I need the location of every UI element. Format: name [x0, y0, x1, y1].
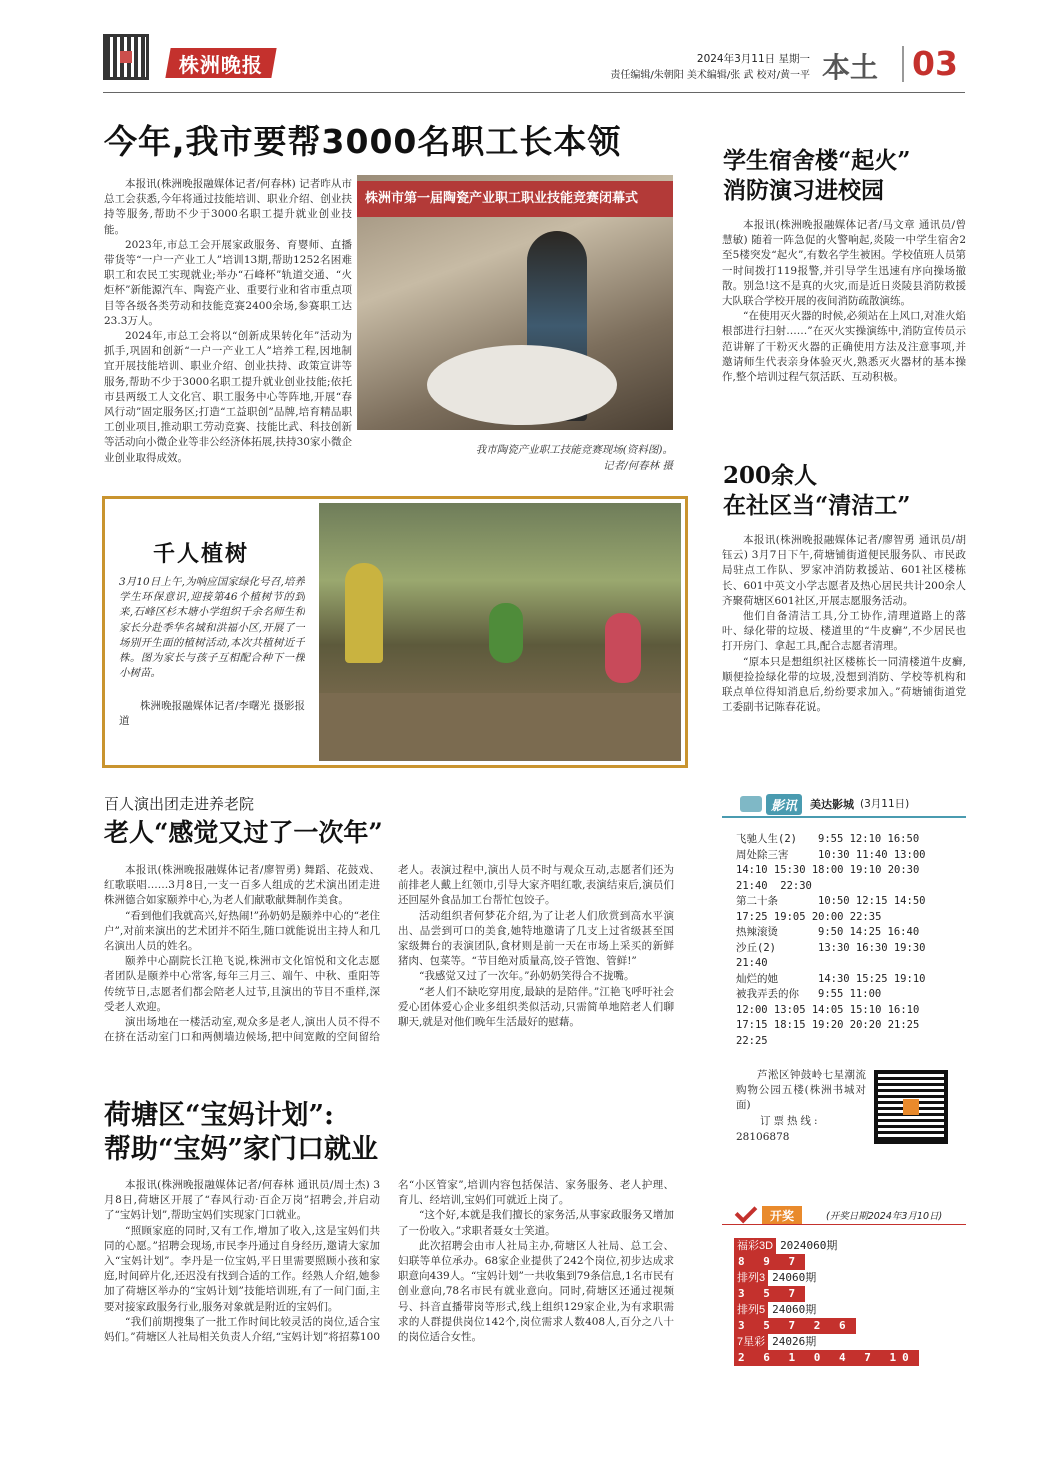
lottery-box [722, 1200, 966, 1370]
hotline-number: 28106878 [736, 1131, 790, 1143]
film-row: 灿烂的她 14:30 15:25 19:10 [736, 972, 926, 985]
film-row: 周处除三害 10:30 11:40 13:00 [736, 848, 926, 861]
film-row: 17:25 19:05 20:00 22:35 [736, 910, 882, 923]
main-paragraph: 2024年,市总工会将以“创新成果转化年”活动为抓手,巩固和创新“一户一产业工人”培养工程,因地制宜开展技能培训、职业介绍、创业扶持、政策宣讲等服务,帮助不少于3000名职工提升就业创业技能;依托市县两级工人文化宫、职工服务中心等阵地,开展“春风行动”固定服务区;打造“工益职创”品牌,培育精品职工创业项目,推动职工劳动竞赛、技能比武、科技创新等活动向小微企业等非公经济体拓展,扶持30家小微企业创业取得成效。 [104, 330, 352, 464]
moms-headline-1: 荷塘区“宝妈计划”: [104, 1100, 335, 1131]
tree-planting-box [102, 496, 688, 768]
film-row: 17:15 18:15 19:20 20:20 21:25 [736, 1019, 920, 1031]
lottery-game-row: 7星彩 24026期 [734, 1334, 964, 1350]
section-name: 本土 [822, 51, 879, 84]
moms-headline-2: 帮助“宝妈”家门口就业 [104, 1134, 379, 1165]
check-icon [735, 1201, 758, 1224]
film-row: 21:40 22:30 [736, 879, 812, 892]
fire-headline-2: 消防演习进校园 [723, 177, 884, 204]
film-row: 21:40 [736, 957, 768, 969]
lottery-game-row: 排列5 24060期 [734, 1302, 964, 1318]
lottery-number-row: 8 9 7 [734, 1254, 964, 1270]
elder-kicker: 百人演出团走进养老院 [104, 795, 255, 813]
fire-article-body [722, 218, 966, 446]
qr-code-icon [103, 34, 149, 80]
paper-logo: 株洲晚报 [165, 48, 276, 78]
lottery-game-row: 排列3 24060期 [734, 1270, 964, 1286]
cinema-address: 芦淞区钟鼓岭七星潮流购物公园五楼(株洲书城对面) [736, 1069, 866, 1112]
elder-paragraph: 本报讯(株洲晚报融媒体记者/廖智勇) 舞蹈、花鼓戏、红歌联唱……3月8日,一支一百多人组成的艺术演出团走进株洲德合如家颐养中心,为老人们献歌献舞制作美食。 [104, 864, 380, 907]
film-row: 沙丘(2) 13:30 16:30 19:30 [736, 941, 926, 954]
clean-headline-2: 在社区当“清洁工” [723, 492, 911, 519]
moms-paragraph: “照顾家庭的同时,又有工作,增加了收入,这是宝妈们共同的心愿。”招聘会现场,市民李丹通过自身经历,邀请大家加入“宝妈计划”。李丹是一位宝妈,平日里需要照顾小孩和家庭,时间碎片化,还迟没有找到合适的工作。经熟人介绍,她参加了荷塘区举办的“宝妈计划”技能培训班,有了一间门面,主要对接家政服务行业,服务对象就是附近的宝妈们。 [104, 1224, 380, 1313]
tree-text: 3月10日上午,为响应国家绿化号召,培养学生环保意识,迎接第46个植树节的到来,石峰区杉木塘小学组织千余名师生和家长分赴季华名城和洪福小区,开展了一场别开生面的植树活动,本次共植树近千株。图为家长与孩子互相配合种下一棵小树苗。 [119, 576, 305, 680]
moms-article-body [104, 1178, 674, 1410]
editor-line: 责任编辑/朱朝阳 美术编辑/张 武 校对/黄一平 [610, 70, 810, 81]
film-row: 12:00 13:05 14:05 15:10 16:10 [736, 1003, 920, 1016]
film-row: 飞驰人生(2) 9:55 12:10 16:50 [736, 833, 920, 845]
lottery-number-row: 2 6 1 0 4 7 10 [734, 1350, 964, 1366]
main-headline: 今年,我市要帮3000名职工长本领 [104, 122, 622, 161]
moms-paragraph: “这个好,本就是我们擅长的家务活,从事家政服务又增加了一份收入。”求职者聂女士笑道。 [398, 1209, 674, 1237]
moms-paragraph: 本报讯(株洲晚报融媒体记者/何春林 通讯员/周士杰) 3月8日,荷塘区开展了“春风行动·百企万岗”招聘会,并启动了“宝妈计划”,帮助宝妈们实现家门口就业。 [104, 1179, 380, 1222]
elder-paragraph: 颐养中心副院长江艳飞说,株洲市文化馆悦和文化志愿者团队是颐养中心常客,每年三月三、端午、中秋、重阳等传统节日,志愿者们都会陪老人过节,且演出的节目不重样,深受老人欢迎。 [104, 955, 380, 1013]
elder-paragraph: “我感觉又过了一次年。”孙奶奶笑得合不拢嘴。 [419, 970, 635, 983]
tree-planting-photo [319, 503, 681, 761]
moms-paragraph: 此次招聘会由市人社局主办,荷塘区人社局、总工会、妇联等单位承办。68家企业提供了242个岗位,初步达成求职意向439人。“宝妈计划”一共收集到79条信息,1名市民有创业意向,78名市民有就业意向。同时,荷塘区还通过视频号、抖音直播带岗等形式,线上组织129家企业,为有求职需求的人群提供岗位142个,岗位需求人数408人,百分之八十的岗位适合女性。 [398, 1239, 674, 1344]
lottery-number-row: 3 5 7 2 6 [734, 1318, 964, 1334]
film-row: 第二十条 10:50 12:15 14:50 [736, 895, 926, 907]
cinema-date: (3月11日) [860, 798, 910, 810]
clean-paragraph: 本报讯(株洲晚报融媒体记者/廖智勇 通讯员/胡钰云) 3月7日下午,荷塘铺街道便民服务队、市民政局驻点工作队、罗家冲消防救援站、601社区楼栋长、601中英文小学志愿者及热心居民共计200余人齐聚荷塘区601社区,开展志愿服务活动。 [722, 534, 966, 607]
film-row: 22:25 [736, 1034, 768, 1047]
elder-headline: 老人“感觉又过了一次年” [104, 818, 383, 847]
cinema-box [722, 792, 966, 1143]
elder-paragraph: 演出场地在一楼活动室,观众多是老人,演出人员不得不在挤在活动室门口和两侧墙边候场,把中间宽敞的空间留给老人。表演过程中,演出人员不时与观众互动,志愿者们还为前排老人戴上红领巾,引导大家齐唱红歌,表演结束后,演员们还回屋外食品加工台帮忙包饺子。 [104, 864, 674, 1044]
hotline-label: 订票热线: [760, 1115, 821, 1127]
main-photo-credit: 记者/何春林 摄 [603, 460, 673, 472]
fire-paragraph: “在使用灭火器的时候,必须站在上风口,对准火焰根部进行扫射……”在灭火实操演练中,消防宣传员示范讲解了干粉灭火器的正确使用方法及注意事项,并邀请师生代表亲身体验灭火,熟悉灭火器材的基本操作,整个培训过程气氛活跃、互动积极。 [722, 310, 966, 384]
lottery-number-row: 3 5 7 [734, 1286, 964, 1302]
elder-paragraph: 活动组织者何梦花介绍,为了让老人们欣赏到高水平演出、品尝到可口的美食,她特地邀请了几支上过省级甚至国家级舞台的表演团队,食材则是前一天在市场上采买的新鲜猪肉、包菜等。“节目绝对质量高,饺子管饱、管鲜!” [398, 909, 674, 968]
tree-headline: 千人植树 [153, 541, 250, 567]
elder-article-body [104, 863, 674, 1073]
cinema-name: 美达影城 [810, 798, 854, 811]
main-paragraph: 本报讯(株洲晚报融媒体记者/何春林) 记者昨从市总工会获悉,今年将通过技能培训、职业介绍、创业扶持等服务,帮助不少于3000名职工提升就业创业技能。 [104, 178, 352, 236]
film-reel-icon [740, 796, 762, 812]
tree-credit: 株洲晚报融媒体记者/李曙光 摄影报道 [119, 700, 305, 728]
cinema-tag: 影讯 [766, 794, 802, 815]
competition-photo [357, 175, 673, 430]
fire-headline-1: 学生宿舍楼“起火” [723, 147, 911, 174]
elder-paragraph: “看到他们我就高兴,好热闹!”孙奶奶是颐养中心的“老住户”,对前来演出的艺术团并不陌生,随口就能说出主持人和几名演出人员的姓名。 [104, 909, 380, 953]
photo-banner: 株洲市第一届陶瓷产业职工职业技能竞赛闭幕式 [357, 181, 673, 217]
clean-paragraph: “原本只是想组织社区楼栋长一同清楼道牛皮癣,顺便捡捡绿化带的垃圾,没想到消防、学校等机构和联点单位得知消息后,纷纷要求加入。”荷塘铺街道党工委副书记陈春花说。 [722, 655, 966, 714]
clean-paragraph: 他们自备清洁工具,分工协作,清理道路上的落叶、绿化带的垃圾、楼道里的“牛皮癣”,不少居民也打开房门、拿起工具,配合志愿者清理。 [722, 610, 966, 653]
clean-article-body [722, 533, 966, 761]
lottery-date: (开奖日期2024年3月10日) [826, 1211, 943, 1222]
page-number: 03 [912, 44, 958, 83]
moms-paragraph: “我们前期搜集了一批工作时间比较灵活的岗位,适合宝妈们。”荷塘区人社局相关负责人介绍,“宝妈计划”将招募100名“小区管家”,培训内容包括保洁、家务服务、老人护理、育儿、经培训,宝妈们可就近上岗了。 [104, 1179, 674, 1344]
lottery-tag: 开奖 [762, 1206, 802, 1225]
lottery-game-row: 福彩3D 2024060期 [734, 1238, 964, 1254]
film-row: 热辣滚烫 9:50 14:25 16:40 [736, 926, 920, 938]
cinema-qr-icon [874, 1070, 948, 1144]
main-paragraph: 2023年,市总工会开展家政服务、育婴师、直播带货等“一户一产业工人”培训13期,帮助1252名困难职工和农民工实现就业;举办“石峰杯”轨道交通、“火炬杯”新能源汽车、陶瓷产业、重要行业和省市重点项目等各级各类劳动和技能竞赛2400余场,参赛职工达23.3万人。 [104, 238, 352, 327]
masthead [0, 0, 1039, 100]
clean-headline-1: 200余人 [723, 462, 818, 489]
lottery-rows [734, 1238, 964, 1366]
masthead-rule [103, 92, 965, 93]
film-row: 被我弄丢的你 9:55 11:00 [736, 988, 882, 1000]
elder-paragraph: “老人们不缺吃穿用度,最缺的是陪伴。”江艳飞呼吁社会爱心团体爱心企业多组织类似活动,只需简单地陪老人们聊聊天,就是对他们晚年生活最好的慰藉。 [398, 985, 674, 1029]
main-photo-caption: 我市陶瓷产业职工技能竞赛现场(资料图)。 [475, 444, 673, 456]
section-divider [902, 46, 904, 82]
date-line: 2024年3月11日 星期一 [696, 53, 810, 65]
film-row: 14:10 15:30 18:00 19:10 20:30 [736, 864, 920, 876]
film-list [736, 832, 962, 1049]
main-article-body [104, 177, 352, 477]
fire-paragraph: 本报讯(株洲晚报融媒体记者/马文章 通讯员/曾慧敏) 随着一阵急促的火警响起,炎陵一中学生宿舍2至5楼突发“起火”,有数名学生被困。学校值班人员第一时间拨打119报警,并引导学生迅速有序向操场撤散。别急!这不是真的火灾,而是近日炎陵县消防救援大队联合学校开展的夜间消防疏散演练。 [722, 219, 966, 308]
